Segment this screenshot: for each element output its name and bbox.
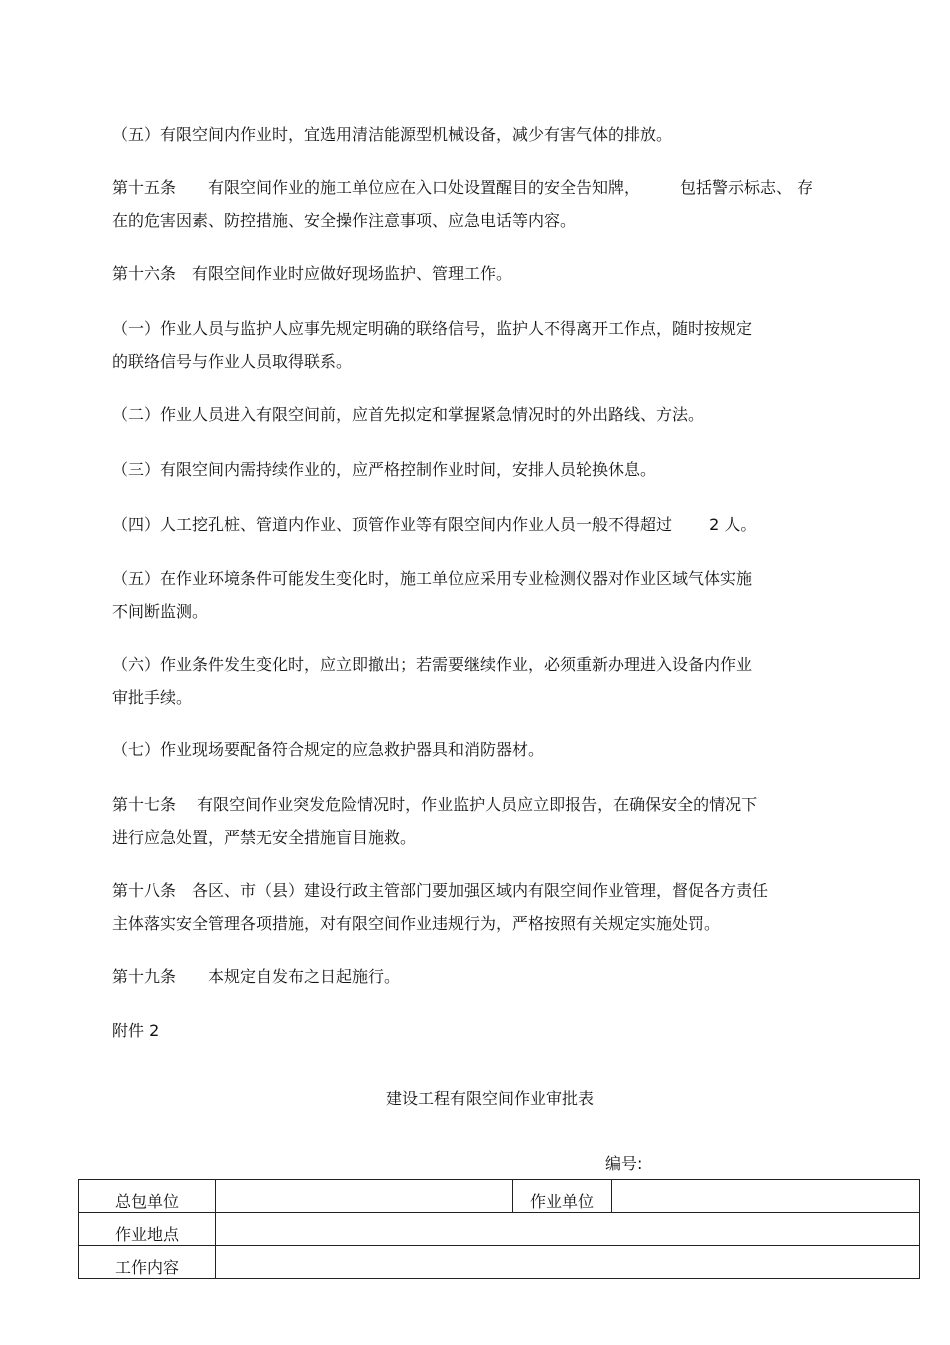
table-row xyxy=(79,1213,920,1246)
work-content-label: 工作内容 xyxy=(79,1246,216,1279)
paragraph xyxy=(112,257,892,290)
paragraph xyxy=(112,562,892,628)
paragraph xyxy=(112,118,892,151)
text-line: 主体落实安全管理各项措施，对有限空间作业违规行为，严格按照有关规定实施处罚。 xyxy=(112,914,721,933)
text-line: 第十八条 各区、市（县）建设行政主管部门要加强区域内有限空间作业管理，督促各方责任 xyxy=(112,881,769,900)
table-row xyxy=(79,1246,920,1279)
text-line: （四）人工挖孔桩、管道内作业、顶管作业等有限空间内作业人员一般不得超过 2 人。 xyxy=(112,515,757,534)
text-line: （五）在作业环境条件可能发生变化时，施工单位应采用专业检测仪器对作业区域气体实施 xyxy=(112,569,753,588)
general-contractor-label: 总包单位 xyxy=(79,1180,216,1213)
text-line: 附件 2 xyxy=(112,1021,160,1040)
paragraph xyxy=(112,648,892,714)
paragraph xyxy=(112,960,892,993)
general-contractor-field[interactable] xyxy=(216,1180,513,1213)
text-line: （二）作业人员进入有限空间前，应首先拟定和掌握紧急情况时的外出路线、方法。 xyxy=(112,405,705,424)
paragraph xyxy=(112,398,892,431)
text-line: 在的危害因素、防控措施、安全操作注意事项、应急电话等内容。 xyxy=(112,211,577,230)
paragraph xyxy=(112,453,892,486)
text-line: 进行应急处置，严禁无安全措施盲目施救。 xyxy=(112,828,417,847)
paragraph xyxy=(112,508,892,541)
text-line: 第十七条 有限空间作业突发危险情况时，作业监护人员应立即报告，在确保安全的情况下 xyxy=(112,795,758,814)
text-line: 第十九条 本规定自发布之日起施行。 xyxy=(112,967,401,986)
text-line: 第十五条 有限空间作业的施工单位应在入口处设置醒目的安全告知牌， 包括警示标志、 存 xyxy=(112,178,814,197)
work-unit-label: 作业单位 xyxy=(513,1180,612,1213)
text-line: 审批手续。 xyxy=(112,688,193,707)
table-row xyxy=(79,1180,920,1213)
form-title: 建设工程有限空间作业审批表 xyxy=(385,1089,594,1108)
paragraph xyxy=(112,171,892,237)
text-line: （五）有限空间内作业时，宜选用清洁能源型机械设备，减少有害气体的排放。 xyxy=(112,125,673,144)
paragraph xyxy=(112,788,892,854)
text-line: （六）作业条件发生变化时，应立即撤出；若需要继续作业，必须重新办理进入设备内作业 xyxy=(112,655,753,674)
work-location-field[interactable] xyxy=(216,1213,920,1246)
serial-number-label: 编号: xyxy=(605,1154,643,1173)
approval-form-table xyxy=(78,1179,920,1279)
paragraph xyxy=(112,312,892,378)
work-location-label: 作业地点 xyxy=(79,1213,216,1246)
paragraph xyxy=(112,1014,892,1047)
paragraph xyxy=(112,733,892,766)
text-line: （七）作业现场要配备符合规定的应急救护器具和消防器材。 xyxy=(112,740,545,759)
text-line: 第十六条 有限空间作业时应做好现场监护、管理工作。 xyxy=(112,264,513,283)
work-content-field[interactable] xyxy=(216,1246,920,1279)
text-line: 不间断监测。 xyxy=(112,602,209,621)
text-line: （一）作业人员与监护人应事先规定明确的联络信号，监护人不得离开工作点，随时按规定 xyxy=(112,319,753,338)
paragraph xyxy=(112,874,892,940)
text-line: 的联络信号与作业人员取得联系。 xyxy=(112,352,353,371)
work-unit-field[interactable] xyxy=(612,1180,920,1213)
text-line: （三）有限空间内需持续作业的，应严格控制作业时间，安排人员轮换休息。 xyxy=(112,460,657,479)
